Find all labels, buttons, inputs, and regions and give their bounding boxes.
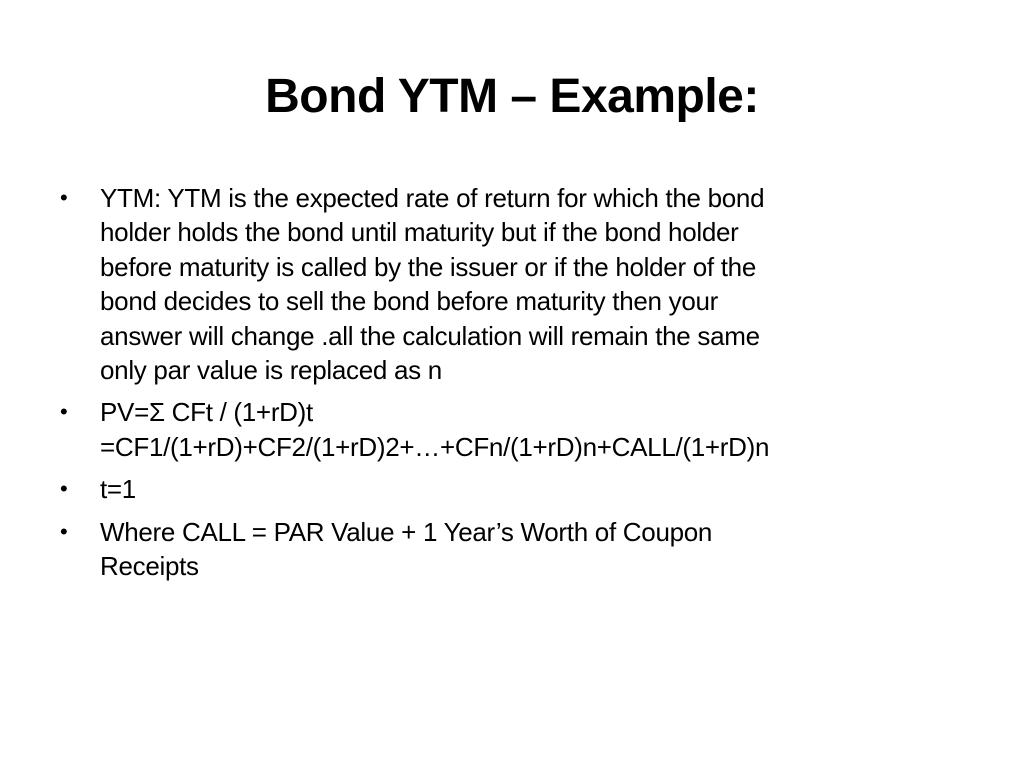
bullet-icon: •: [60, 185, 68, 210]
bullet-item-ytm-definition: [60, 181, 980, 387]
bullet-item-call-definition: [60, 515, 980, 584]
bullet-text-line: Receipts: [100, 551, 199, 582]
bullet-icon: •: [60, 518, 68, 544]
bullet-list: [60, 181, 980, 591]
bullet-text-line: answer will change .all the calculation will remain the same: [100, 320, 760, 351]
formula-line: PV=Σ CFt / (1+rD)t: [100, 397, 313, 428]
bullet-text-line: t=1: [100, 474, 136, 505]
bullet-icon: •: [60, 476, 68, 502]
bullet-text-line: bond decides to sell the bond before maturity then your: [100, 286, 719, 317]
formula-line: =CF1/(1+rD)+CF2/(1+rD)2+…+CFn/(1+rD)n+CALL/(1+rD)n: [100, 431, 770, 462]
bullet-text-line: before maturity is called by the issuer or if the holder of the: [100, 251, 756, 282]
bullet-text-line: holder holds the bond until maturity but if the bond holder: [100, 217, 739, 248]
bullet-text-line: YTM: YTM is the expected rate of return for which the bond: [100, 183, 765, 213]
bullet-item-summation-index: [60, 472, 980, 506]
bullet-text-line: Where CALL = PAR Value + 1 Year’s Worth of Coupon: [100, 516, 713, 547]
bullet-item-pv-formula: [60, 395, 980, 464]
slide-title: Bond YTM – Example:: [265, 70, 759, 123]
bullet-text-line: only par value is replaced as n: [100, 355, 442, 386]
bullet-icon: •: [60, 399, 68, 425]
